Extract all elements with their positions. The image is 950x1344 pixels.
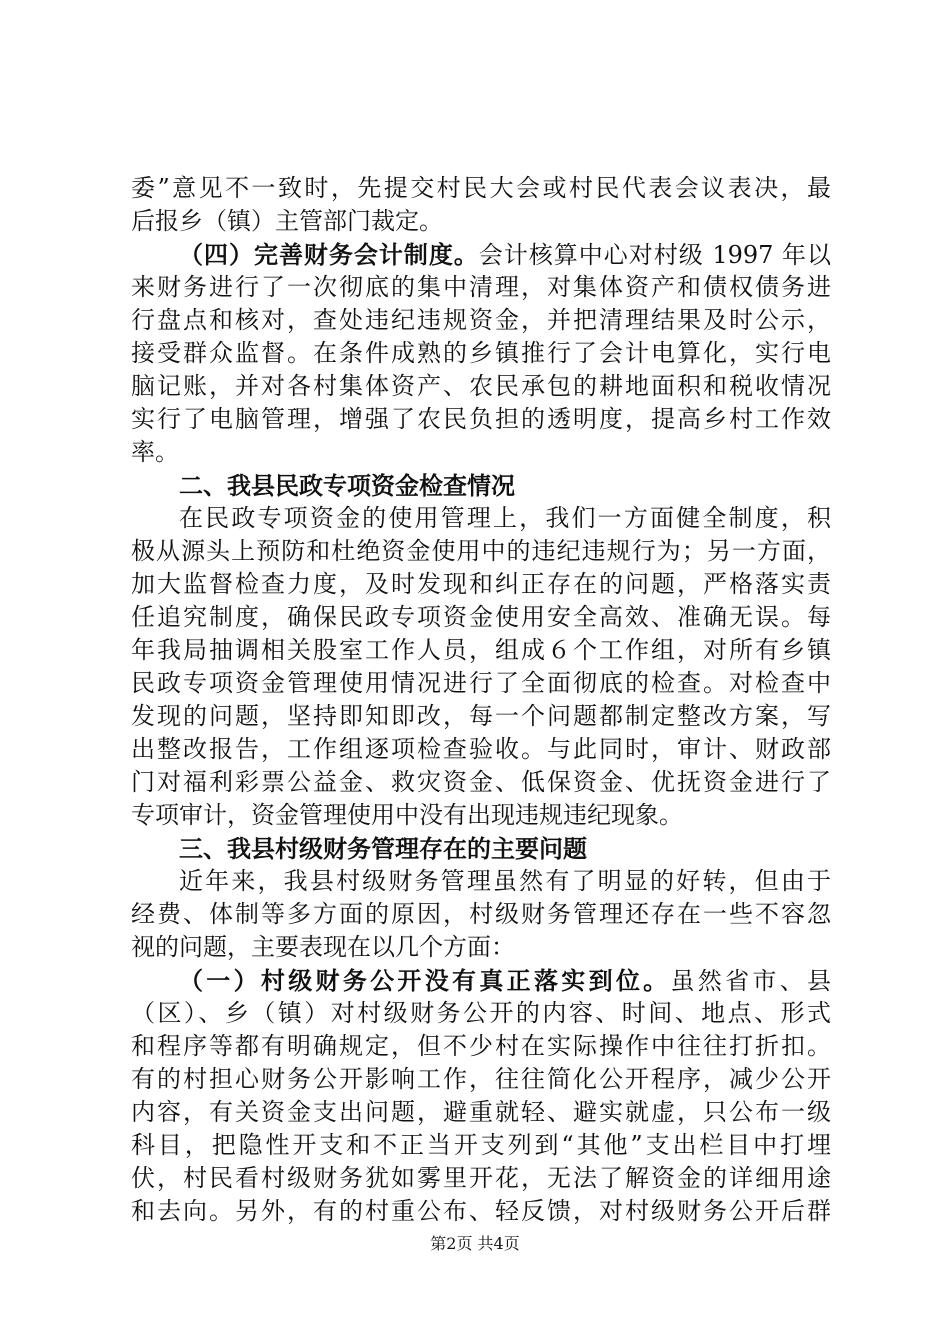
text-line: 有的村担心财务公开影响工作，往往简化公开程序，减少公开 bbox=[131, 1065, 831, 1093]
page-footer bbox=[0, 1234, 950, 1254]
text-line: 伏，村民看村级财务犹如雾里开花，无法了解资金的详细用途 bbox=[131, 1164, 831, 1192]
text-line: 内容，有关资金支出问题，避重就轻、避实就虚，只公布一级 bbox=[131, 1098, 831, 1126]
text-run: 虽然省市、县 bbox=[670, 967, 832, 995]
text-line: 加大监督检查力度，及时发现和纠正存在的问题，严格落实责 bbox=[131, 570, 831, 598]
text-line: 视的问题，主要表现在以几个方面： bbox=[131, 933, 515, 961]
text-line: 经费、体制等多方面的原因，村级财务管理还存在一些不容忽 bbox=[131, 900, 831, 928]
page-total: 共4页 bbox=[477, 1234, 520, 1253]
text-line: 率。 bbox=[131, 438, 179, 466]
text-line: 民政专项资金管理使用情况进行了全面彻底的检查。对检查中 bbox=[131, 669, 831, 697]
text-line: 和程序等都有明确规定，但不少村在实际操作中往往打折扣。 bbox=[131, 1032, 831, 1060]
text-line: 和去向。另外，有的村重公布、轻反馈，对村级财务公开后群 bbox=[131, 1197, 831, 1225]
subsection-heading: （一）村级财务公开没有真正落实到位。 bbox=[179, 966, 671, 995]
page-number: 第2页 bbox=[430, 1234, 473, 1253]
text-line bbox=[131, 238, 831, 271]
subsection-heading: （四）完善财务会计制度。 bbox=[179, 240, 479, 269]
text-line: 发现的问题，坚持即知即改，每一个问题都制定整改方案，写 bbox=[131, 702, 831, 730]
section-title: 三、我县村级财务管理存在的主要问题 bbox=[179, 834, 587, 863]
text-line: 出整改报告，工作组逐项检查验收。与此同时，审计、财政部 bbox=[131, 735, 831, 763]
text-line: 后报乡（镇）主管部门裁定。 bbox=[131, 207, 443, 235]
text-line: 来财务进行了一次彻底的集中清理，对集体资产和债权债务进 bbox=[131, 273, 831, 301]
text-line: 极从源头上预防和杜绝资金使用中的违纪违规行为；另一方面， bbox=[131, 537, 831, 565]
text-line: 实行了电脑管理，增强了农民负担的透明度，提高乡村工作效 bbox=[131, 405, 831, 433]
text-line: 近年来，我县村级财务管理虽然有了明显的好转，但由于 bbox=[179, 867, 831, 895]
text-line: 专项审计，资金管理使用中没有出现违规违纪现象。 bbox=[131, 801, 683, 829]
document-body bbox=[131, 172, 831, 1228]
text-line: 接受群众监督。在条件成熟的乡镇推行了会计电算化，实行电 bbox=[131, 339, 831, 367]
text-line: 门对福利彩票公益金、救灾资金、低保资金、优抚资金进行了 bbox=[131, 768, 831, 796]
text-run: 会计核算中心对村级 1997 年以 bbox=[478, 241, 831, 269]
text-line: 脑记账，并对各村集体资产、农民承包的耕地面积和税收情况 bbox=[131, 372, 831, 400]
text-line: 在民政专项资金的使用管理上，我们一方面健全制度，积 bbox=[179, 504, 831, 532]
text-line: 委”意见不一致时，先提交村民大会或村民代表会议表决，最 bbox=[131, 174, 831, 202]
text-line: 科目，把隐性开支和不正当开支列到“其他”支出栏目中打埋 bbox=[131, 1131, 831, 1159]
text-line: 行盘点和核对，查处违纪违规资金，并把清理结果及时公示， bbox=[131, 306, 831, 334]
text-line bbox=[131, 964, 831, 997]
text-line: 年我局抽调相关股室工作人员，组成６个工作组，对所有乡镇 bbox=[131, 636, 831, 664]
section-title: 二、我县民政专项资金检查情况 bbox=[179, 471, 515, 500]
text-line: （区）、乡（镇）对村级财务公开的内容、时间、地点、形式 bbox=[131, 999, 831, 1027]
text-line: 任追究制度，确保民政专项资金使用安全高效、准确无误。每 bbox=[131, 603, 831, 631]
